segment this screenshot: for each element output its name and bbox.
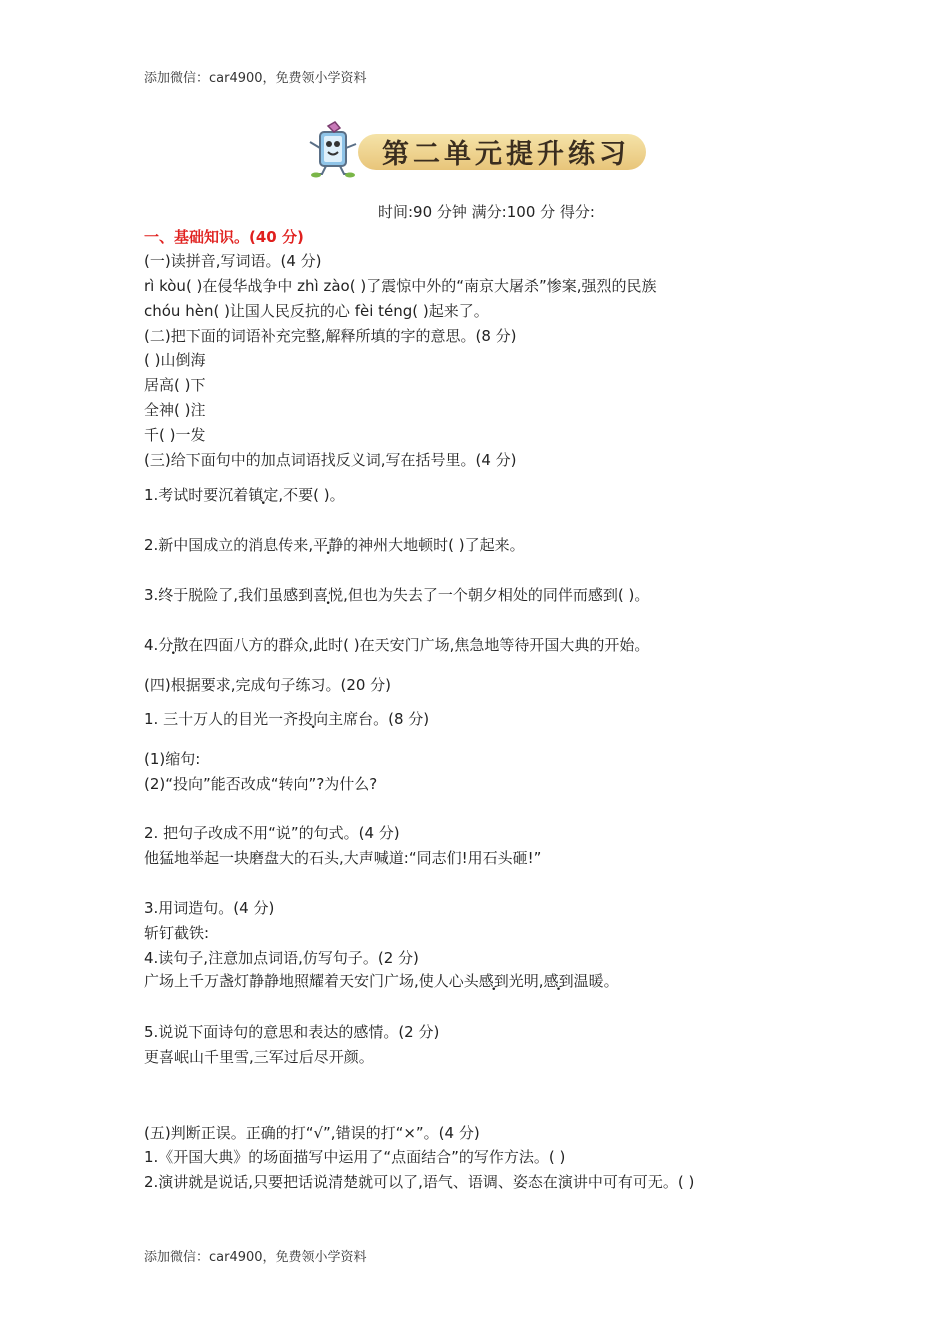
part3-sentence-1 bbox=[144, 485, 345, 505]
part2-item: 千( )一发 bbox=[144, 426, 206, 444]
part3-sentence-2 bbox=[144, 535, 525, 555]
part4-question-5: 5.说说下面诗句的意思和表达的感情。(2 分) bbox=[144, 1023, 440, 1041]
sentence-text: 2.新中国成立的消息传来, bbox=[144, 536, 314, 554]
part4-question-3-text: 斩钉截铁: bbox=[144, 924, 210, 942]
part4-question-1 bbox=[144, 709, 429, 729]
sentence-text: ,不要( )。 bbox=[278, 486, 345, 504]
dotted-word: 分散 bbox=[158, 636, 189, 654]
part4-question-2-text: 他猛地举起一块磨盘大的石头,大声喊道:“同志们!用石头砸!” bbox=[144, 849, 542, 867]
dotted-word: 平静 bbox=[313, 536, 344, 554]
part1-line2: chóu hèn( )让国人民反抗的心 fèi téng( )起来了。 bbox=[144, 302, 489, 320]
part4-question-1-2: (2)“投向”能否改成“转向”?为什么? bbox=[144, 775, 378, 793]
dotted-word: 镇定 bbox=[248, 486, 279, 504]
part3-title: (三)给下面句中的加点词语找反义词,写在括号里。(4 分) bbox=[144, 451, 517, 469]
part4-title: (四)根据要求,完成句子练习。(20 分) bbox=[144, 676, 392, 694]
sentence-text: 1.考试时要沉着 bbox=[144, 486, 249, 504]
part1-title: (一)读拼音,写词语。(4 分) bbox=[144, 252, 322, 270]
part4-question-2: 2. 把句子改成不用“说”的句式。(4 分) bbox=[144, 824, 400, 842]
part2-item: 全神( )注 bbox=[144, 401, 206, 419]
part3-sentence-3 bbox=[144, 585, 649, 605]
footer-note: 添加微信：car4900，免费领小学资料 bbox=[144, 1250, 367, 1265]
part4-question-4-text bbox=[144, 971, 619, 991]
part5-judge-2: 2.演讲就是说话,只要把话说清楚就可以了,语气、语调、姿态在演讲中可有可无。( ) bbox=[144, 1173, 695, 1191]
part2-item: ( )山倒海 bbox=[144, 351, 206, 369]
part1-line1: rì kòu( )在侵华战争中 zhì zào( )了震惊中外的“南京大屠杀”惨案,强烈的民族 bbox=[144, 277, 657, 295]
part3-sentence-4 bbox=[144, 635, 649, 655]
part2-title: (二)把下面的词语补充完整,解释所填的字的意思。(8 分) bbox=[144, 327, 517, 345]
dotted-word: 感到 bbox=[543, 972, 574, 990]
sentence-text: 广场上千万盏灯静静地照耀着天安门广场,使人心头 bbox=[144, 972, 479, 990]
exam-info: 时间:90 分钟 满分:100 分 得分: bbox=[378, 203, 595, 221]
title-banner bbox=[304, 120, 650, 180]
part4-question-3: 3.用词造句。(4 分) bbox=[144, 899, 275, 917]
part4-question-4: 4.读句子,注意加点词语,仿写句子。(2 分) bbox=[144, 949, 419, 967]
part4-question-1-1: (1)缩句: bbox=[144, 750, 201, 768]
part2-item: 居高( )下 bbox=[144, 376, 206, 394]
part5-judge-1: 1.《开国大典》的场面描写中运用了“点面结合”的写作方法。( ) bbox=[144, 1148, 566, 1166]
page-title: 第二单元提升练习 bbox=[382, 139, 630, 170]
dotted-word: 感到 bbox=[478, 972, 509, 990]
part4-question-5-text: 更喜岷山千里雪,三军过后尽开颜。 bbox=[144, 1048, 374, 1066]
sentence-text: 4. bbox=[144, 636, 159, 654]
question-text: 1. 三十万人的目光一齐 bbox=[144, 710, 299, 728]
dotted-word: 喜悦 bbox=[313, 586, 344, 604]
part5-title: (五)判断正误。正确的打“√”,错误的打“×”。(4 分) bbox=[144, 1124, 480, 1142]
section-heading: 一、基础知识。(40 分) bbox=[144, 228, 304, 246]
sentence-text: 光明, bbox=[508, 972, 544, 990]
sentence-text: 温暖。 bbox=[573, 972, 619, 990]
sentence-text: 3.终于脱险了,我们虽感到 bbox=[144, 586, 314, 604]
sentence-text: ,但也为失去了一个朝夕相处的同伴而感到( )。 bbox=[343, 586, 650, 604]
question-text: 主席台。(8 分) bbox=[328, 710, 430, 728]
book-mascot-icon bbox=[304, 120, 364, 180]
dotted-word: 投向 bbox=[298, 710, 329, 728]
sentence-text: 的神州大地顿时( )了起来。 bbox=[343, 536, 525, 554]
sentence-text: 在四面八方的群众,此时( )在天安门广场,焦急地等待开国大典的开始。 bbox=[188, 636, 650, 654]
header-note: 添加微信：car4900，免费领小学资料 bbox=[144, 71, 367, 86]
